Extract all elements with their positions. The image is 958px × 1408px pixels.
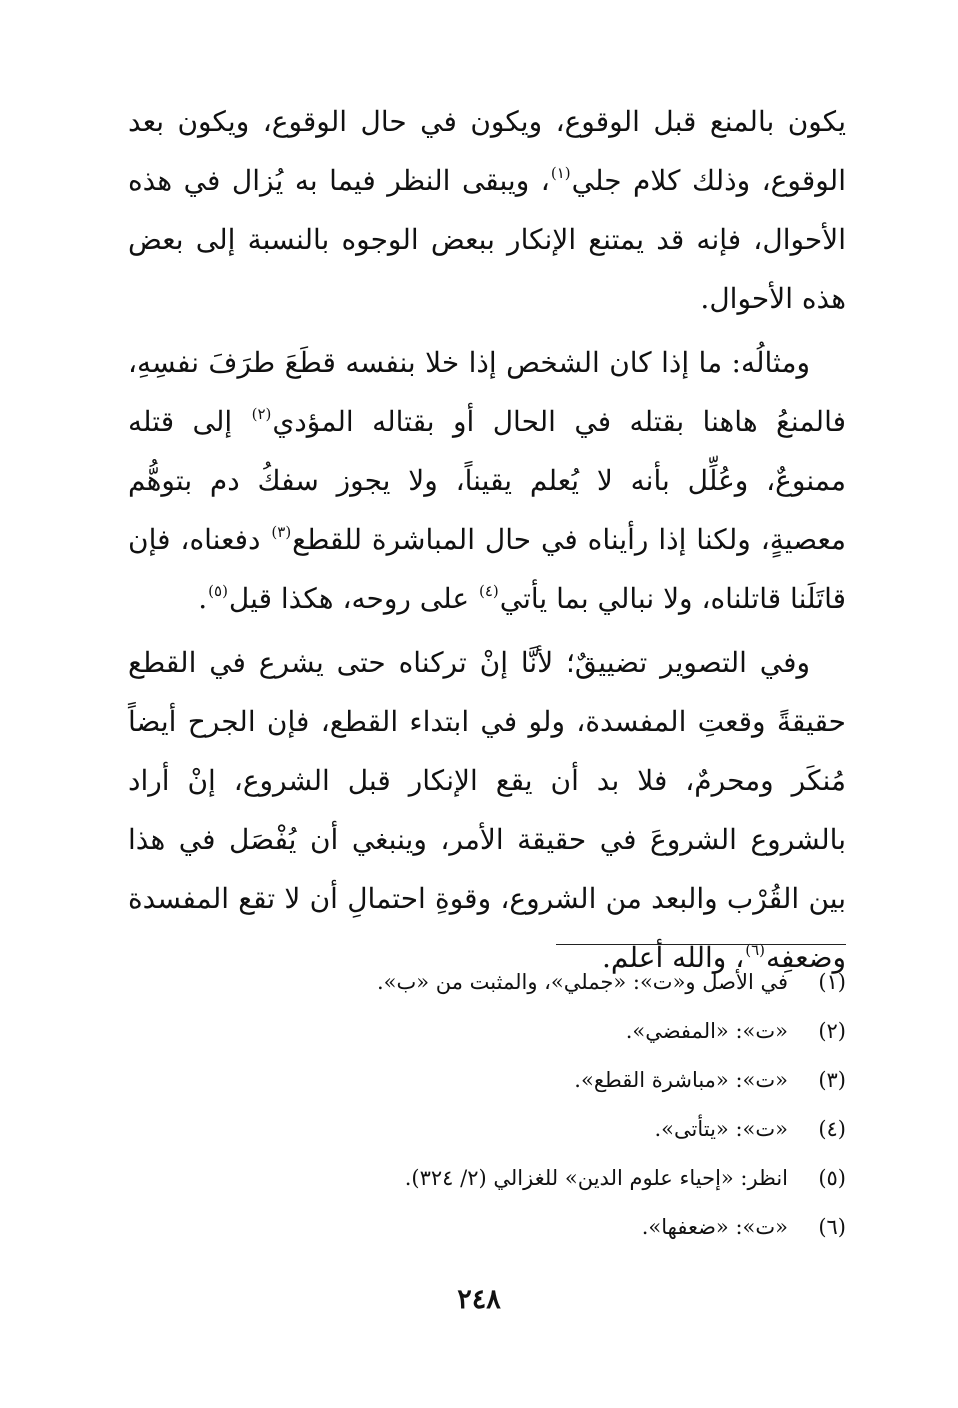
footnote-text: في الأصل و«ت»: «جملي»، والمثبت من «ب». — [376, 970, 788, 994]
paragraph-1 — [128, 92, 846, 328]
footnote-ref-1: (١) — [550, 164, 571, 182]
footnote-number: (٥) — [818, 1166, 846, 1190]
paragraph-2 — [128, 333, 846, 628]
footnote-item — [128, 958, 846, 1007]
footnote-number: (٣) — [818, 1068, 846, 1092]
text-segment: ، والله أعلم. — [601, 941, 745, 974]
footnote-number: (١) — [818, 970, 846, 994]
footnote-item — [128, 1105, 846, 1154]
footnote-number: (٢) — [818, 1019, 846, 1043]
footnote-number: (٦) — [818, 1215, 846, 1239]
footnote-text: «ت»: «مباشرة القطع». — [574, 1068, 788, 1092]
text-segment: . — [198, 582, 208, 615]
text-segment: إلى قتله ممنوعٌ، وعُلِّل بأنه لا يُعلم يقيناً، ولا يجوز سفكُ دم بتوهُّم معصيةٍ، ولكنا إذا رأيناه في حال المباشرة للقطع — [128, 405, 847, 556]
footnote-number: (٤) — [818, 1117, 846, 1141]
footnote-item — [128, 1154, 846, 1203]
footnote-ref-3: (٣) — [271, 523, 292, 541]
page-number: ٢٤٨ — [457, 1284, 501, 1315]
page-body — [128, 92, 846, 987]
footnote-separator — [556, 944, 846, 945]
footnote-text: «ت»: «المفضي». — [625, 1019, 788, 1043]
footnote-text: «ت»: «ضعفها». — [641, 1215, 788, 1239]
text-segment: ، ويبقى النظر فيما به يُزال في هذه الأحوال، فإنه قد يمتنع الإنكار ببعض الوجوه بالنسبة إلى بعض هذه الأحوال. — [128, 164, 846, 315]
footnote-ref-4: (٤) — [478, 582, 499, 600]
footnote-text: انظر: «إحياء علوم الدين» للغزالي (٢/ ٣٢٤). — [404, 1166, 788, 1190]
text-segment: وفي التصوير تضييقٌ؛ لأنَّا إنْ تركناه حتى يشرع في القطع حقيقةً وقعتِ المفسدة، ولو في ابتداء القطع، فإن الجرح أيضاً مُنكَر ومحرمٌ، فلا بد أن يقع الإنكار قبل الشروع، إنْ أراد بالشروع الشروعَ في حقيقة الأمر، وينبغي أن يُفْصَل في هذا بين القُرْب والبعد من الشروع، وقوةِ احتمالِ أن لا تقع المفسدة وضعفِه — [128, 646, 846, 974]
footnote-ref-6: (٦) — [745, 941, 766, 959]
text-segment: ومثالُه: ما إذا كان الشخص إذا خلا بنفسه قطَعَ طرَفَ نفسِهِ، فالمنعُ هاهنا بقتله في الحال أو بقتاله المؤدي — [128, 346, 846, 438]
text-segment: على روحه، هكذا قيل — [228, 582, 478, 615]
paragraph-3 — [128, 633, 846, 987]
footnotes-list — [128, 958, 846, 1252]
footnote-ref-2: (٢) — [251, 405, 272, 423]
footnote-item — [128, 1056, 846, 1105]
text-segment: يكون بالمنع قبل الوقوع، ويكون في حال الوقوع، ويكون بعد الوقوع، وذلك كلام جلي — [128, 105, 846, 197]
footnote-item — [128, 1203, 846, 1252]
footnote-text: «ت»: «يتأتى». — [654, 1117, 788, 1141]
main-text — [128, 92, 846, 987]
footnote-ref-5: (٥) — [208, 582, 228, 600]
footnote-item — [128, 1007, 846, 1056]
text-segment: دفعناه، فإن قاتَلَنا قاتلناه، ولا نبالي بما يأتي — [128, 523, 846, 615]
